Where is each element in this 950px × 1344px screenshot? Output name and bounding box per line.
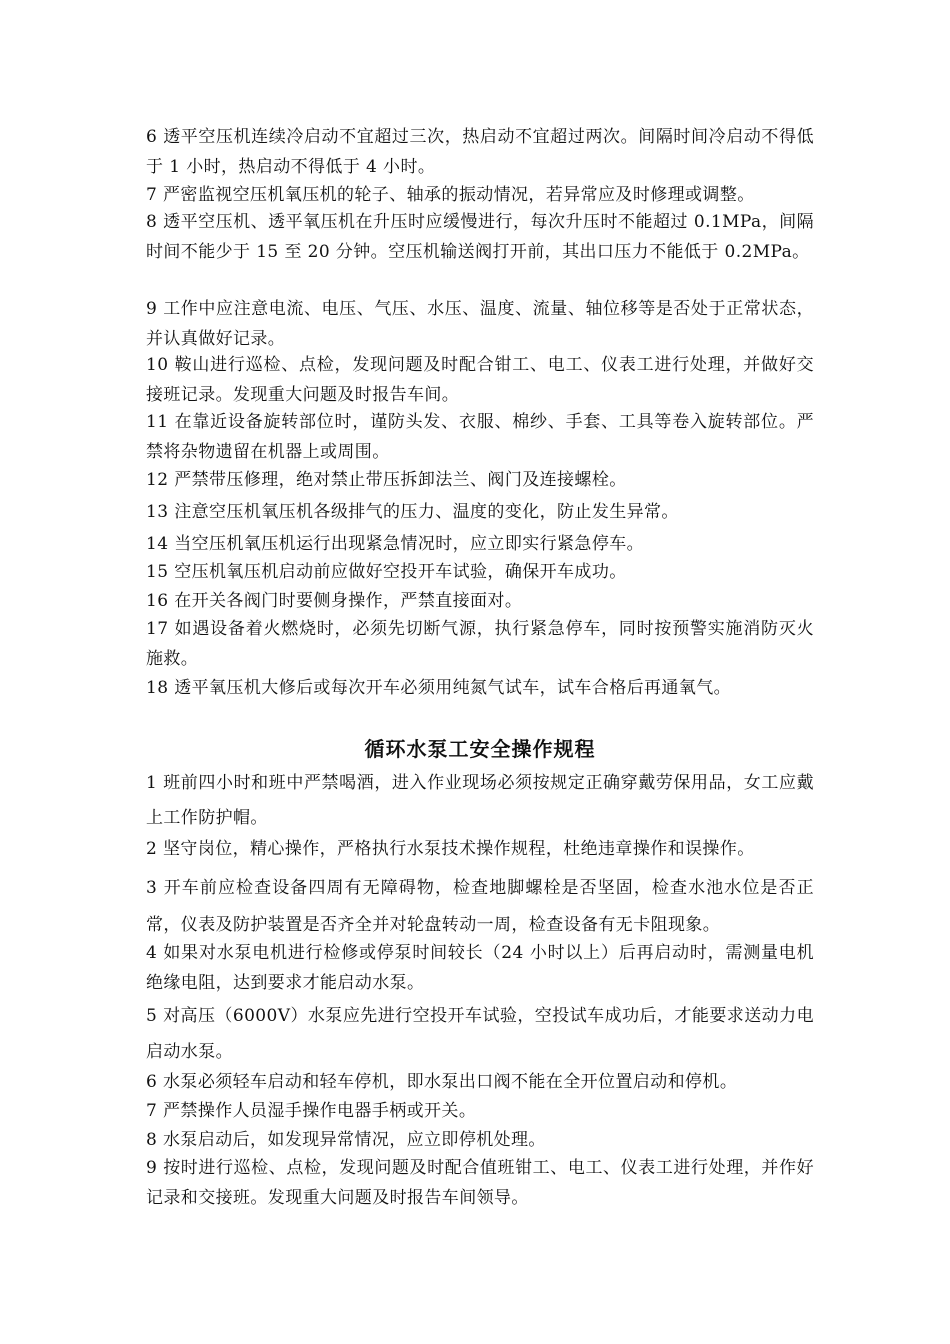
item-1-16: 16 在开关各阀门时要侧身操作，严禁直接面对。 (146, 591, 523, 611)
item-1-8: 8 透平空压机、透平氧压机在升压时应缓慢进行，每次升压时不能超过 0.1MPa，间隔时间不能少于 15 至 20 分钟。空压机输送阀打开前，其出口压力不能低于 0.2MPa。 (146, 212, 814, 262)
item-1-10: 10 鞍山进行巡检、点检，发现问题及时配合钳工、电工、仪表工进行处理，并做好交接班记录。发现重大问题及时报告车间。 (146, 355, 814, 405)
item-1-13: 13 注意空压机氧压机各级排气的压力、温度的变化，防止发生异常。 (146, 502, 679, 522)
item-2-5: 5 对高压（6000V）水泵应先进行空投开车试验，空投试车成功后，才能要求送动力电启动水泵。 (146, 1006, 814, 1062)
item-2-2: 2 坚守岗位，精心操作，严格执行水泵技术操作规程，杜绝违章操作和误操作。 (146, 839, 755, 859)
item-1-11: 11 在靠近设备旋转部位时，谨防头发、衣服、棉纱、手套、工具等卷入旋转部位。严禁将杂物遗留在机器上或周围。 (146, 412, 814, 462)
section-title: 循环水泵工安全操作规程 (364, 737, 596, 761)
item-1-14: 14 当空压机氧压机运行出现紧急情况时，应立即实行紧急停车。 (146, 534, 645, 554)
item-1-18: 18 透平氧压机大修后或每次开车必须用纯氮气试车，试车合格后再通氧气。 (146, 678, 732, 698)
item-2-7: 7 严禁操作人员湿手操作电器手柄或开关。 (146, 1101, 477, 1121)
item-2-8: 8 水泵启动后，如发现异常情况，应立即停机处理。 (146, 1130, 546, 1150)
item-1-15: 15 空压机氧压机启动前应做好空投开车试验，确保开车成功。 (146, 562, 627, 582)
item-2-1: 1 班前四小时和班中严禁喝酒，进入作业现场必须按规定正确穿戴劳保用品，女工应戴上工作防护帽。 (146, 773, 814, 828)
item-1-9: 9 工作中应注意电流、电压、气压、水压、温度、流量、轴位移等是否处于正常状态，并认真做好记录。 (146, 299, 814, 349)
item-2-4: 4 如果对水泵电机进行检修或停泵时间较长（24 小时以上）后再启动时，需测量电机绝缘电阻，达到要求才能启动水泵。 (146, 943, 814, 993)
item-2-9: 9 按时进行巡检、点检，发现问题及时配合值班钳工、电工、仪表工进行处理，并作好记录和交接班。发现重大问题及时报告车间领导。 (146, 1158, 814, 1208)
item-2-6: 6 水泵必须轻车启动和轻车停机，即水泵出口阀不能在全开位置启动和停机。 (146, 1072, 738, 1092)
item-1-12: 12 严禁带压修理，绝对禁止带压拆卸法兰、阀门及连接螺栓。 (146, 470, 627, 490)
item-1-6: 6 透平空压机连续冷启动不宜超过三次，热启动不宜超过两次。间隔时间冷启动不得低于 1 小时，热启动不得低于 4 小时。 (146, 127, 814, 177)
item-1-7: 7 严密监视空压机氧压机的轮子、轴承的振动情况，若异常应及时修理或调整。 (146, 185, 755, 205)
item-1-17: 17 如遇设备着火燃烧时，必须先切断气源，执行紧急停车，同时按预警实施消防灭火施救。 (146, 619, 814, 669)
item-2-3: 3 开车前应检查设备四周有无障碍物，检查地脚螺栓是否坚固，检查水池水位是否正常，仪表及防护装置是否齐全并对轮盘转动一周，检查设备有无卡阻现象。 (146, 878, 814, 935)
